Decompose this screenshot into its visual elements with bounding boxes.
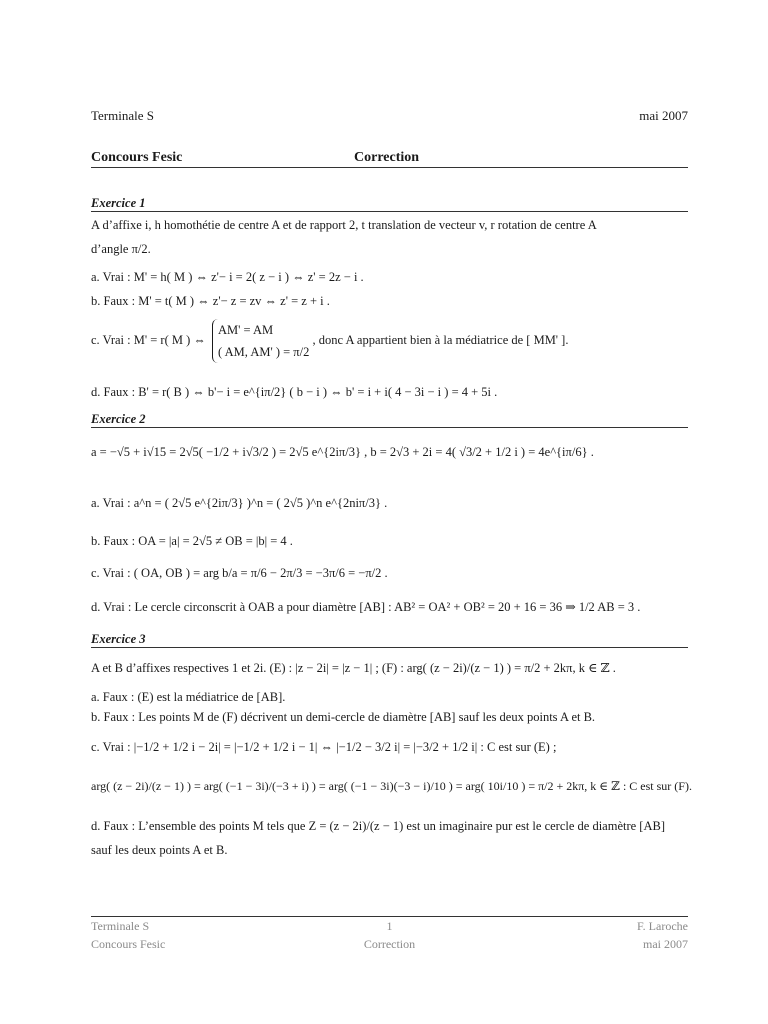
page-footer xyxy=(91,916,688,951)
footer-page-number: 1 xyxy=(386,919,393,933)
footer-row-1 xyxy=(91,919,688,934)
footer-level: Terminale S xyxy=(91,919,150,933)
ex1-c-right: , donc A appartient bien à la médiatrice de [ MM' ]. xyxy=(312,333,569,347)
ex2-answer-d: d. Vrai : Le cercle circonscrit à OAB a pour diamètre [AB] : AB² = OA² + OB² = 20 + 16 = 36 ⇒ 1/2 AB = 3 . xyxy=(91,600,641,614)
ex3-answer-a: a. Faux : (E) est la médiatrice de [AB]. xyxy=(91,690,286,704)
ex1-answer-b: b. Faux : M' = t( M ) ⇔ z'− z = zv ⇔ z' = z + i . xyxy=(91,294,330,308)
ex3-answer-c-line2: arg( (z − 2i)/(z − 1) ) = arg( (−1 − 3i)/(−3 + i) ) = arg( (−1 − 3i)(−3 − i)/10 ) = arg( 10i/10 ) = π/2 + 2kπ, k ∈ ℤ : C est sur (F). xyxy=(91,779,692,793)
footer-doc-type: Correction xyxy=(363,937,416,951)
ex2-answer-b: b. Faux : OA = |a| = 2√5 ≠ OB = |b| = 4 . xyxy=(91,534,293,548)
ex1-answer-d: d. Faux : B' = r( B ) ⇔ b'− i = e^{iπ/2} ( b − i ) ⇔ b' = i + i( 4 − 3i − i ) = 4 + 5i . xyxy=(91,385,498,399)
header-date: mai 2007 xyxy=(639,108,688,123)
ex1-intro-line1: A d’affixe i, h homothétie de centre A et de rapport 2, t translation de vecteur v, r rotation de centre A xyxy=(91,218,597,232)
ex1-answer-a: a. Vrai : M' = h( M ) ⇔ z'− i = 2( z − i ) ⇔ z' = 2z − i . xyxy=(91,270,364,284)
ex3-answer-b: b. Faux : Les points M de (F) décrivent un demi-cercle de diamètre [AB] sauf les deux points A et B. xyxy=(91,710,596,724)
ex1-c-system-eq2: ( AM, AM' ) = π/2 xyxy=(218,345,310,360)
top-header xyxy=(91,108,688,124)
ex2-line-ab: a = −√5 + i√15 = 2√5( −1/2 + i√3/2 ) = 2√5 e^{2iπ/3} , b = 2√3 + 2i = 4( √3/2 + 1/2 i ) = 4e^{iπ/6} . xyxy=(91,445,594,459)
title-bar xyxy=(91,150,688,168)
header-level: Terminale S xyxy=(91,108,154,123)
ex1-c-system xyxy=(212,319,309,363)
exercise-1-heading: Exercice 1 xyxy=(91,196,688,212)
ex1-intro-line2: d’angle π/2. xyxy=(91,242,151,256)
footer-date: mai 2007 xyxy=(643,937,688,951)
footer-contest: Concours Fesic xyxy=(91,937,166,951)
footer-row-2 xyxy=(91,937,688,952)
title-contest: Concours Fesic xyxy=(91,150,183,165)
exercise-3-heading: Exercice 3 xyxy=(91,632,688,648)
ex3-intro: A et B d’affixes respectives 1 et 2i. (E) : |z − 2i| = |z − 1| ; (F) : arg( (z − 2i)/(z − 1) ) = π/2 + 2kπ, k ∈ ℤ . xyxy=(91,661,616,675)
ex3-answer-d-line2: sauf les deux points A et B. xyxy=(91,843,228,857)
ex2-answer-c: c. Vrai : ( OA, OB ) = arg b/a = π/6 − 2π/3 = −3π/6 = −π/2 . xyxy=(91,566,388,580)
footer-author: F. Laroche xyxy=(636,919,688,933)
ex1-c-left: c. Vrai : M' = r( M ) ⇔ xyxy=(91,333,206,347)
exercise-2-heading: Exercice 2 xyxy=(91,412,688,428)
ex3-answer-c-line1: c. Vrai : |−1/2 + 1/2 i − 2i| = |−1/2 + 1/2 i − 1| ⇔ |−1/2 − 3/2 i| = |−3/2 + 1/2 i| : C est sur (E) ; xyxy=(91,740,557,754)
ex1-c-system-eq1: AM' = AM xyxy=(218,323,274,338)
title-correction: Correction xyxy=(354,150,420,165)
ex2-answer-a: a. Vrai : a^n = ( 2√5 e^{2iπ/3} )^n = ( 2√5 )^n e^{2niπ/3} . xyxy=(91,496,388,510)
ex3-answer-d-line1: d. Faux : L’ensemble des points M tels que Z = (z − 2i)/(z − 1) est un imaginaire pur est le cercle de diamètre [AB] xyxy=(91,819,665,833)
ex1-answer-c xyxy=(91,318,688,364)
